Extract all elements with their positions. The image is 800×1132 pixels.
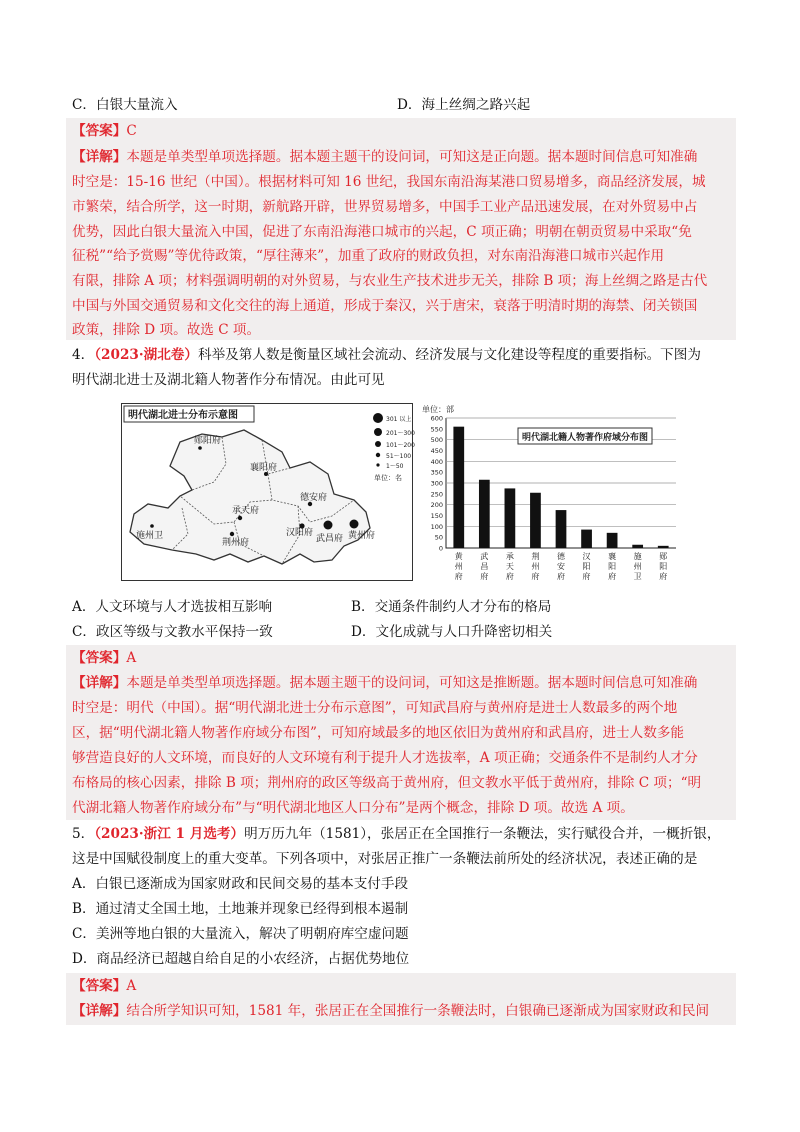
y-tick-label: 250: [430, 490, 443, 499]
svg-text:1～50: 1～50: [386, 463, 404, 470]
q4-answer: [72, 648, 136, 668]
detail-label: 【详解】: [72, 149, 127, 165]
chart-title: 明代湖北籍人物著作府域分布图: [522, 433, 649, 443]
q5-stem-line-2: 这是中国赋役制度上的重大变革。下列各项中，对张居正推广一条鞭法前所处的经济状况，表述正确的是: [72, 851, 698, 867]
y-tick-label: 200: [430, 501, 443, 510]
q3-detail-line: 征税”“给予赏赐”等优待政策，“厚往薄来”，加重了政府的财政负担，对东南沿海港口城市兴起作用: [72, 248, 665, 264]
answer-value: A: [126, 978, 137, 994]
q4-stem: 4．（2023·湖北卷）科举及第人数是衡量区域社会流动、经济发展与文化建设等程度的重要指标。下图为: [72, 347, 701, 363]
y-tick-label: 0: [438, 544, 443, 553]
question-source: （2023·湖北卷）: [94, 347, 198, 363]
answer-value: C: [126, 123, 137, 139]
q5-option-a: A．白银已逐渐成为国家财政和民间交易的基本支付手段: [72, 876, 409, 892]
y-tick-label: 150: [430, 512, 443, 520]
q4-detail-line: 区，据“明代湖北籍人物著作府域分布图”，可知府域最多的地区依旧为黄州府和武昌府，进士人数多能: [72, 725, 685, 741]
place-de-an: 德安府: [300, 493, 328, 503]
detail-label: 【详解】: [72, 1003, 127, 1019]
q3-option-c: C．白银大量流入: [72, 97, 178, 113]
q4-option-c: C．政区等级与文教水平保持一致: [72, 624, 273, 640]
detail-label: 【详解】: [72, 675, 127, 691]
q4-detail-line: 时空是：明代（中国）。据“明代湖北进士分布示意图”，可知武昌府与黄州府是进士人数最多的两个地: [72, 700, 678, 716]
bar: [556, 510, 567, 548]
answer-value: A: [126, 650, 137, 666]
y-tick-label: 450: [430, 447, 443, 455]
y-tick-label: 600: [430, 414, 443, 423]
q3-detail-line: 有限，排除 A 项；材料强调明朝的对外贸易，与农业生产技术进步无关，排除 B 项；海上丝绸之路是古代: [72, 273, 708, 289]
q4-detail-line: 布格局的核心因素，排除 B 项；荆州府的政区等级高于黄州府，但文教水平低于黄州府，排除 C 项；“明: [72, 775, 702, 791]
question-number: 4．: [72, 347, 95, 363]
q4-detail-line: 够营造良好的人文环境，而良好的人文环境有利于提升人才选拔率，A 项正确；交通条件不是制约人才分: [72, 750, 698, 766]
x-tick-label: 黄州府: [454, 552, 463, 581]
map-title: 明代湖北进士分布示意图: [128, 410, 238, 421]
x-tick-label: 荆州府: [531, 552, 540, 581]
q3-answer: [72, 121, 137, 141]
q3-detail-line: 优势，因此白银大量流入中国，促进了东南沿海港口城市的兴起，C 项正确；明朝在朝贡贸易中采取“免: [72, 224, 692, 240]
x-tick-label: 武昌府: [480, 552, 489, 581]
question-number: 5．: [72, 826, 95, 842]
svg-text:51～100: 51～100: [386, 453, 412, 460]
q4-detail-line: 【详解】本题是单类型单项选择题。据本题主题干的设问词，可知这是推断题。据本题时间信息可知准确: [72, 675, 698, 691]
q5-answer: [72, 976, 136, 996]
q4-option-b: B．交通条件制约人才分布的格局: [351, 599, 552, 615]
bar: [581, 530, 592, 548]
y-tick-label: 350: [430, 468, 443, 477]
x-tick-label: 德安府: [557, 552, 565, 581]
y-tick-label: 100: [430, 522, 443, 531]
x-tick-label: 施州卫: [633, 552, 642, 581]
bar: [453, 427, 464, 548]
works-distribution-chart: [420, 402, 680, 584]
x-tick-label: 郧阳府: [659, 552, 668, 581]
q5-option-c: C．美洲等地白银的大量流入，解决了明朝府库空虚问题: [72, 926, 409, 942]
question-source: （2023·浙江 1 月选考）: [94, 826, 245, 842]
q5-option-b: B．通过清丈全国土地，土地兼并现象已经得到根本遏制: [72, 901, 409, 917]
place-jingzhou: 荆州府: [222, 538, 250, 548]
place-huangzhou: 黄州府: [348, 531, 376, 541]
q5-stem: 5．（2023·浙江 1 月选考）明万历九年（1581），张居正在全国推行一条鞭法，实行赋役合并，一概折银，: [72, 826, 721, 842]
q5-option-d: D．商品经济已超越自给自足的小农经济，占据优势地位: [72, 951, 410, 967]
place-chengtian: 承天府: [232, 506, 260, 516]
y-tick-label: 400: [430, 457, 443, 466]
bar: [607, 533, 618, 548]
answer-label: 【答案】: [72, 650, 127, 666]
map-legend: [373, 413, 415, 482]
svg-text:101～200: 101～200: [386, 442, 415, 449]
bar: [530, 493, 541, 548]
bar: [505, 488, 516, 548]
q4-option-d: D．文化成就与人口升降密切相关: [351, 624, 553, 640]
svg-text:201～300: 201～300: [386, 430, 415, 437]
place-shizhou: 施州卫: [136, 531, 164, 541]
answer-label: 【答案】: [72, 978, 127, 994]
x-tick-label: 襄阳府: [608, 552, 617, 581]
place-yunyang: 郧阳府: [194, 436, 222, 446]
q4-option-a: A．人文环境与人才选拔相互影响: [72, 599, 273, 615]
place-xiangyang: 襄阳府: [250, 463, 278, 473]
q3-detail-line: 时空是：15-16 世纪（中国）。根据材料可知 16 世纪，我国东南沿海某港口贸易增多，商品经济发展，城: [72, 174, 706, 190]
bar: [658, 546, 669, 548]
bar: [479, 480, 490, 548]
q3-option-d: D．海上丝绸之路兴起: [397, 97, 531, 113]
q5-detail-line: 【详解】结合所学知识可知，1581 年，张居正在全国推行一条鞭法时，白银确已逐渐成为国家财政和民间: [72, 1003, 710, 1019]
answer-label: 【答案】: [72, 123, 127, 139]
chart-ylabel: 单位：部: [422, 405, 454, 414]
q3-detail-line: 中国与外国交通贸易和文化交往的海上通道，形成于秦汉，兴于唐宋，衰落于明清时期的海禁、闭关锁国: [72, 298, 698, 314]
jinshi-distribution-map: [121, 403, 413, 581]
bar: [632, 545, 643, 548]
y-tick-label: 50: [434, 533, 443, 542]
q4-stem-line-2: 明代湖北进士及湖北籍人物著作分布情况。由此可见: [72, 372, 385, 388]
y-tick-label: 550: [430, 425, 443, 434]
q3-detail-line: 市繁荣，结合所学，这一时期，新航路开辟，世界贸易增多，中国手工业产品迅速发展，在对外贸易中占: [72, 199, 698, 215]
bar-chart-svg: [420, 402, 680, 584]
y-tick-label: 300: [430, 479, 443, 488]
q3-detail-line: 【详解】本题是单类型单项选择题。据本题主题干的设问词，可知这是正向题。据本题时间信息可知准确: [72, 149, 698, 165]
x-tick-label: 承天府: [505, 552, 514, 581]
q3-detail-line: 政策，排除 D 项。故选 C 项。: [72, 322, 261, 338]
place-wuchang: 武昌府: [316, 534, 344, 544]
svg-text:单位：名: 单位：名: [374, 474, 402, 482]
svg-text:301 以上: 301 以上: [386, 416, 412, 423]
y-tick-label: 500: [430, 436, 443, 445]
place-hanyang: 汉阳府: [286, 528, 314, 538]
x-tick-label: 汉阳府: [582, 552, 591, 581]
q4-detail-line: 代湖北籍人物著作府域分布”与“明代湖北地区人口分布”是两个概念，排除 D 项。故选 A 项。: [72, 800, 634, 816]
